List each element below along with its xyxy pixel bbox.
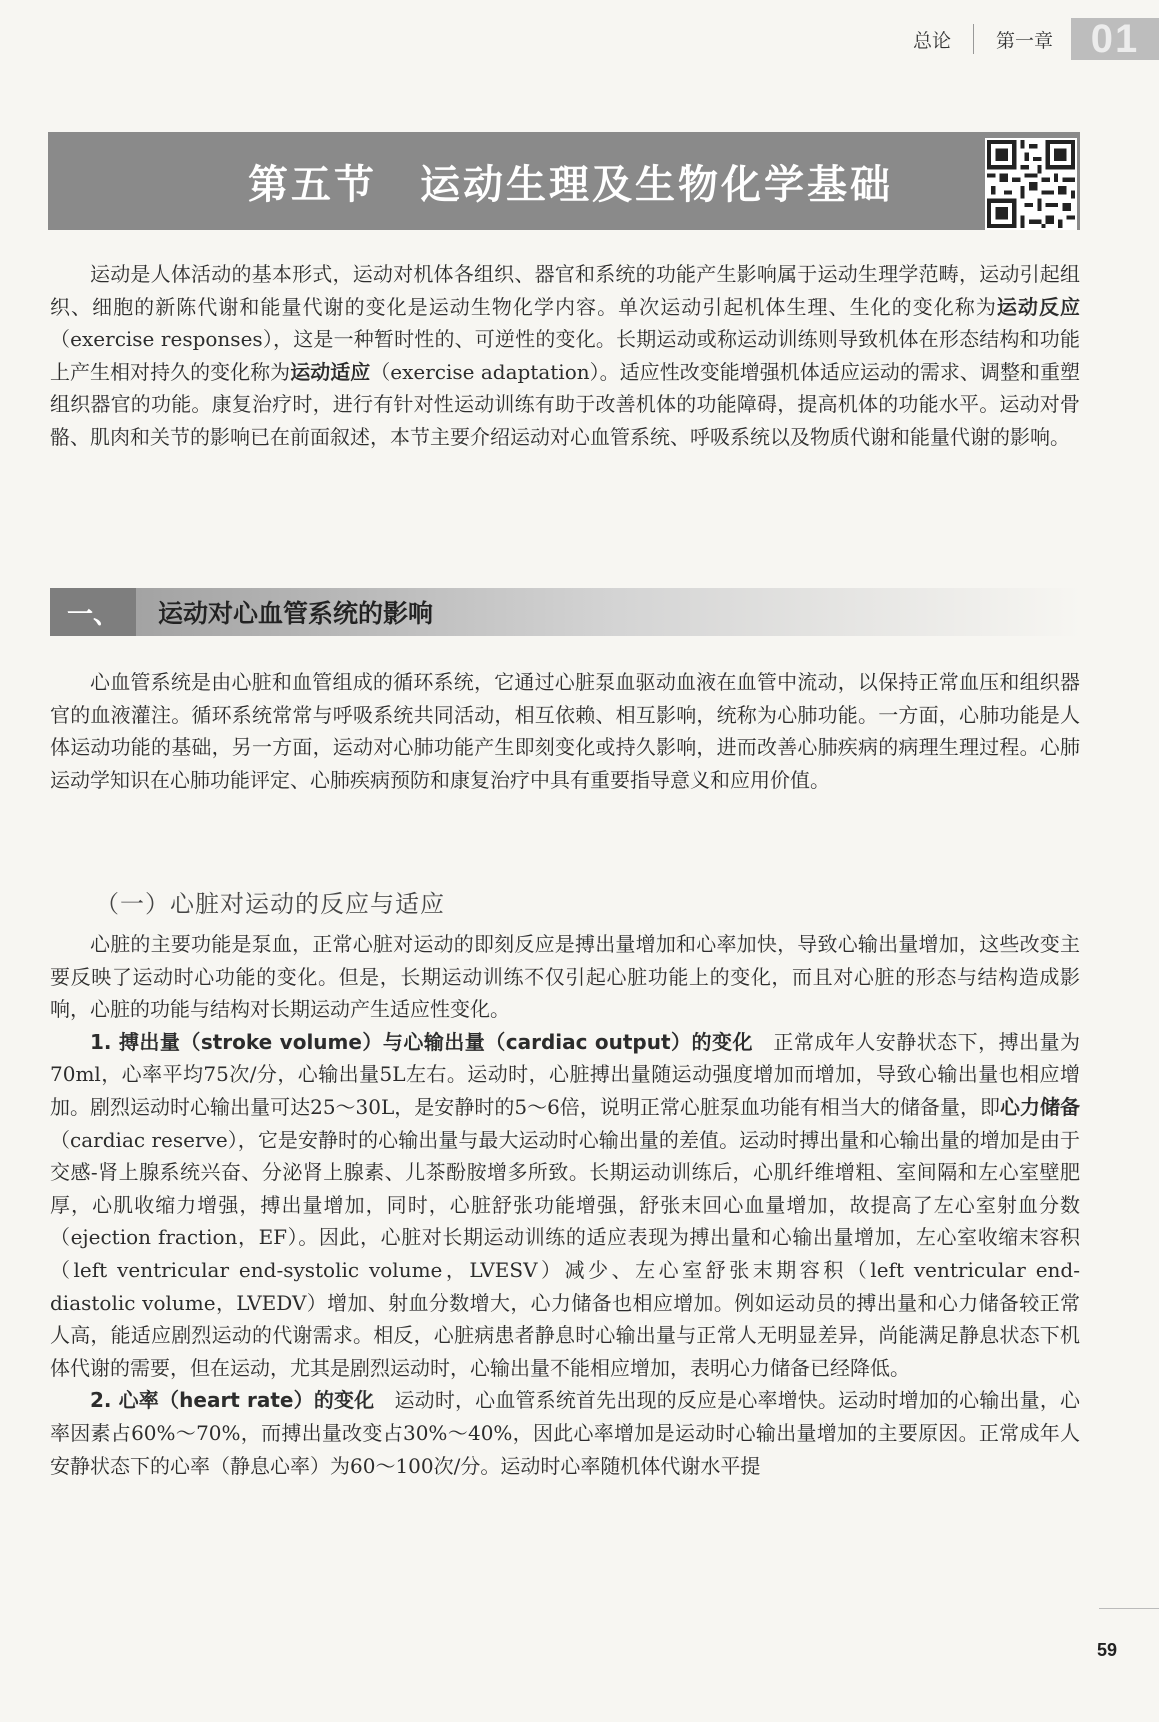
section1-paragraph: 心血管系统是由心脏和血管组成的循环系统，它通过心脏泵血驱动血液在血管中流动，以保持正常血压和组织器官的血液灌注。循环系统常常与呼吸系统共同活动，相互依赖、相互影响，统称为心肺功能。一方面，心肺功能是人体运动功能的基础，另一方面，运动对心肺功能产生即刻变化或持久影响，进而改善心肺疾病的病理生理过程。心肺运动学知识在心肺功能评定、心肺疾病预防和康复治疗中具有重要指导意义和应用价值。 — [50, 670, 1080, 792]
section-title: 第五节 运动生理及生物化学基础 — [248, 160, 893, 208]
header-chapter-label: 第一章 — [995, 29, 1053, 52]
section-banner — [48, 132, 1080, 230]
section1-block — [50, 666, 1080, 796]
subheading-heart: （一）心脏对运动的反应与适应 — [95, 890, 445, 918]
qr-code-icon[interactable] — [985, 138, 1077, 230]
term-exercise-responses: 运动反应 — [996, 294, 1081, 319]
item1-lead: 1. 搏出量（stroke volume）与心输出量（cardiac output）的变化 — [90, 1029, 753, 1054]
heading-cardiovascular — [50, 588, 1082, 636]
footer-rule — [1099, 1608, 1159, 1609]
item1-paragraph: 1. 搏出量（stroke volume）与心输出量（cardiac output）的变化 正常成年人安静状态下，搏出量为70ml，心率平均75次/分，心输出量5L左右。运动时，心脏搏出量随运动强度增加而增加，导致心输出量也相应增加。剧烈运动时心输出量可达25～30L，是安静时的5～6倍，说明正常心脏泵血功能有相当大的储备量，即心力储备（cardiac reserve），它是安静时的心输出量与最大运动时心输出量的差值。运动时搏出量和心输出量的增加是由于交感-肾上腺系统兴奋、分泌肾上腺素、儿茶酚胺增多所致。长期运动训练后，心肌纤维增粗、室间隔和左心室壁肥厚，心肌收缩力增强，搏出量增加，同时，心脏舒张功能增强，舒张末回心血量增加，故提高了左心室射血分数（ejection fraction，EF）。因此，心脏对长期运动训练的适应表现为搏出量和心输出量增加，左心室收缩末容积（left ventricular end-systolic volume，LVESV）减少、左心室舒张末期容积（left ventricular end-diastolic volume，LVEDV）增加、射血分数增大，心力储备也相应增加。例如运动员的搏出量和心力储备较正常人高，能适应剧烈运动的代谢需求。相反，心脏病患者静息时心输出量与正常人无明显差异，尚能满足静息状态下机体代谢的需要，但在运动，尤其是剧烈运动时，心输出量不能相应增加，表明心力储备已经降低。 — [50, 1029, 1081, 1380]
header-divider — [973, 24, 974, 54]
item2-lead: 2. 心率（heart rate）的变化 — [90, 1388, 375, 1413]
term-cardiac-reserve: 心力储备 — [999, 1094, 1080, 1119]
intro-block — [50, 258, 1080, 454]
header-chapter-number: 01 — [1071, 18, 1159, 60]
heading-number: 一、 — [50, 588, 136, 636]
header-section-label: 总论 — [912, 29, 951, 52]
intro-paragraph: 运动是人体活动的基本形式，运动对机体各组织、器官和系统的功能产生影响属于运动生理学范畴，运动引起组织、细胞的新陈代谢和能量代谢的变化是运动生物化学内容。单次运动引起机体生理、生化的变化称为运动反应（exercise responses），这是一种暂时性的、可逆性的变化。长期运动或称运动训练则导致机体在形态结构和功能上产生相对持久的变化称为运动适应（exercise adaptation）。适应性改变能增强机体适应运动的需求、调整和重塑组织器官的功能。康复治疗时，进行有针对性运动训练有助于改善机体的功能障碍，提高机体的功能水平。运动对骨骼、肌肉和关节的影响已在前面叙述，本节主要介绍运动对心血管系统、呼吸系统以及物质代谢和能量代谢的影响。 — [50, 262, 1081, 449]
subsection1-paragraph: 心脏的主要功能是泵血，正常心脏对运动的即刻反应是搏出量增加和心率加快，导致心输出量增加，这些改变主要反映了运动时心功能的变化。但是，长期运动训练不仅引起心脏功能上的变化，而且对心脏的形态与结构造成影响，心脏的功能与结构对长期运动产生适应性变化。 — [50, 932, 1080, 1022]
item2-paragraph: 2. 心率（heart rate）的变化 运动时，心血管系统首先出现的反应是心率增快。运动时增加的心输出量，心率因素占60%～70%，而搏出量改变占30%～40%，因此心率增加是运动时心输出量增加的主要原因。正常成年人安静状态下的心率（静息心率）为60～100次/分。运动时心率随机体代谢水平提 — [50, 1388, 1081, 1478]
subsection1-block — [50, 928, 1080, 1482]
heading-text: 运动对心血管系统的影响 — [158, 599, 434, 628]
term-exercise-adaptation: 运动适应 — [290, 359, 371, 384]
page-number: 59 — [1096, 1640, 1117, 1660]
running-header — [819, 18, 1159, 60]
